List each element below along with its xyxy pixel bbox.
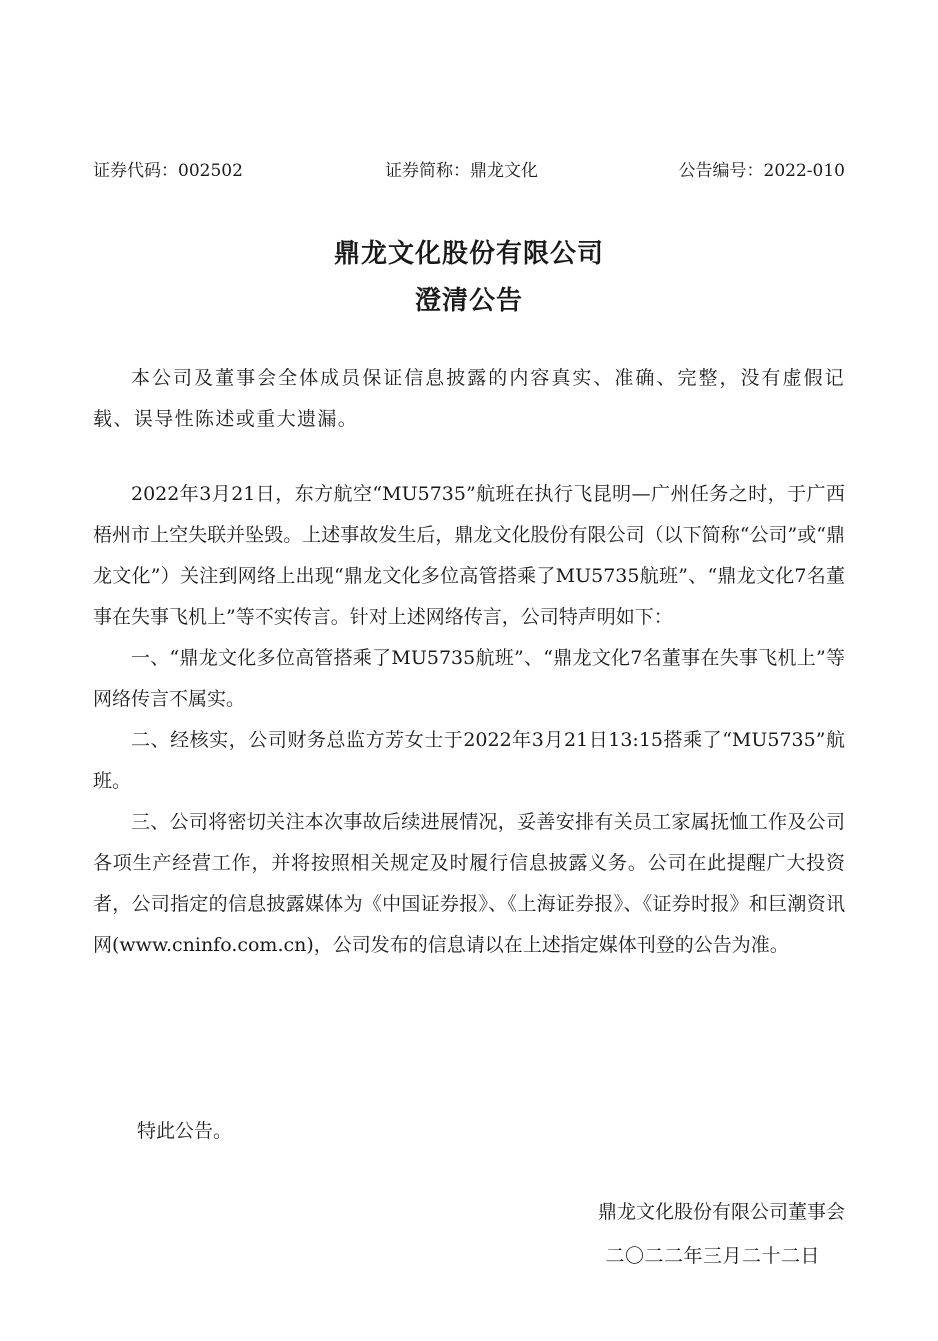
- document-header: [93, 157, 845, 185]
- announcement-body: [93, 474, 845, 966]
- body-paragraph-point-3: 三、公司将密切关注本次事故后续进展情况，妥善安排有关员工家属抚恤工作及公司各项生产经营工作，并将按照相关规定及时履行信息披露义务。公司在此提醒广大投资者，公司指定的信息披露媒体为《中国证券报》、《上海证券报》、《证券时报》和巨潮资讯网(www.cninfo.com.cn)，公司发布的信息请以在上述指定媒体刊登的公告为准。: [93, 811, 845, 956]
- signature-organization: 鼎龙文化股份有限公司董事会: [597, 1201, 845, 1223]
- stock-code: 证券代码：002502: [93, 161, 243, 181]
- announcement-title: 澄清公告: [414, 286, 523, 316]
- stock-short-name: 证券简称：鼎龙文化: [385, 161, 538, 181]
- announcement-number: 公告编号：2022-010: [678, 161, 845, 181]
- body-paragraph-intro: 2022年3月21日，东方航空“MU5735”航班在执行飞昆明—广州任务之时，于广西梧州市上空失联并坠毁。上述事故发生后，鼎龙文化股份有限公司（以下简称“公司”或“鼎龙文化”）关注到网络上出现“鼎龙文化多位高管搭乘了MU5735航班”、“鼎龙文化7名董事在失事飞机上”等不实传言。针对上述网络传言，公司特声明如下：: [93, 483, 845, 628]
- closing-remark: 特此公告。: [137, 1120, 233, 1142]
- statement-text: 本公司及董事会全体成员保证信息披露的内容真实、准确、完整，没有虚假记载、误导性陈述或重大遗漏。: [93, 367, 845, 430]
- board-statement: [93, 358, 845, 440]
- body-paragraph-point-2: 二、经核实，公司财务总监方芳女士于2022年3月21日13:15搭乘了“MU5735”航班。: [93, 729, 845, 792]
- body-paragraph-point-1: 一、“鼎龙文化多位高管搭乘了MU5735航班”、“鼎龙文化7名董事在失事飞机上”等网络传言不属实。: [93, 647, 845, 710]
- company-title: 鼎龙文化股份有限公司: [333, 239, 604, 269]
- signature-date: 二〇二二年三月二十二日: [605, 1245, 820, 1267]
